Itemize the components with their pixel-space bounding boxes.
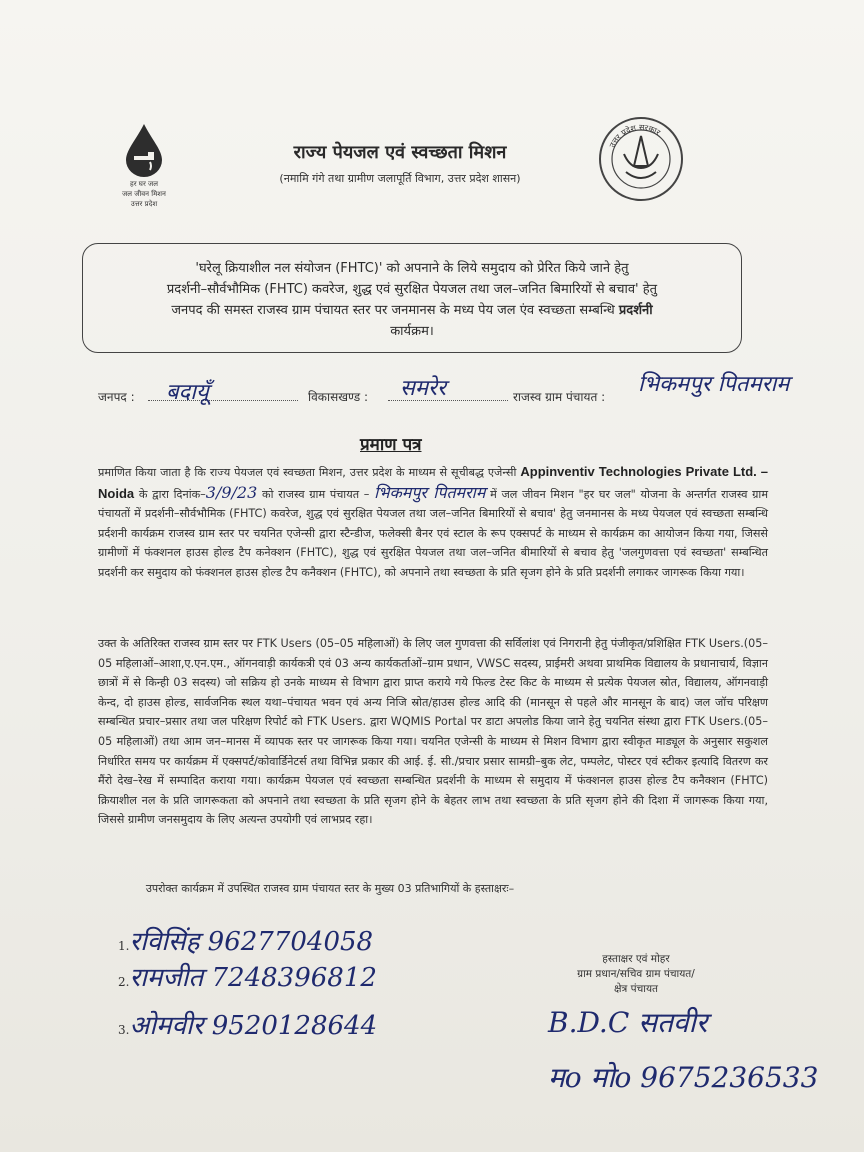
box-line-1: 'घरेलू क्रियाशील नल संयोजन (FHTC)' को अपनाने के लिये समुदाय को प्रेरित किये जाने हेतु: [195, 261, 629, 276]
panchayat-handwritten: भिकमपुर पितमराम: [374, 482, 486, 502]
box-line-4: कार्यक्रम।: [390, 324, 434, 339]
box-line-2: प्रदर्शनी–सौर्वभौमिक (FHTC) कवरेज, शुद्ध एवं सुरक्षित पेयजल तथा जल–जनित बिमारियों से बचाव' हेतु: [166, 282, 658, 297]
logo-caption-3: उत्तर प्रदेश: [130, 200, 158, 208]
up-government-seal-icon: [596, 114, 686, 204]
signatory-line-2: ग्राम प्रधान/सचिव ग्राम पंचायत/: [577, 968, 695, 980]
participant-3: 3.ओमवीर 9520128644: [118, 1011, 378, 1041]
block-label: विकासखण्ड :: [308, 390, 369, 404]
participant-2: 2.रामजीत 7248396812: [118, 963, 377, 993]
district-value: बदायूँ: [166, 380, 209, 405]
box-line-3: जनपद की समस्त राजस्व ग्राम पंचायत स्तर पर जनमानस के मध्य पेय जल एंव स्वच्छता सम्बन्धि प्रदर्शनी: [171, 303, 653, 318]
paragraph-1: प्रमाणित किया जाता है कि राज्य पेयजल एवं स्वच्छता मिशन, उत्तर प्रदेश के माध्यम से सूचीबद्ध एजेन्सी Appinventiv Technologies Private Ltd. – Noida के द्वारा दिनांक–3/9/23 को राजस्व ग्राम पंचायत – भिकमपुर पितमराम में जल जीवन मिशन "हर घर जल" योजना के अन्तर्गत राजस्व ग्राम पंचायतों में प्रदर्शनी–सौर्वभौमिक (FHTC) कवरेज, शुद्ध एवं सुरक्षित पेयजल तथा जल–जनित बिमारियों से बचाव' हेतु जनमानस के मध्य पेयजल एवं स्वच्छता सम्बन्धि प्रर्दशनी कार्यक्रम राजस्व ग्राम स्तर पर चयनित एजेन्सी द्वारा स्टैन्डीज, फलेक्सी बैनर एवं स्टाल के रूप एक्सपर्ट के माध्यम से कार्यक्रम का आयोजन किया गया, जिससे ग्रामीणों में फंक्शनल हाउस होल्ड टैप कनेक्शन (FHTC), शुद्ध एवं सुरक्षित पेयजल तथा जल–जनित बीमारियों से बचाव हेतु 'जलगुणवत्ता एवं स्वच्छता' सम्बन्धित प्रदर्शनी कर समुदाय को फंक्शनल हाउस होल्ड टैप कनैक्शन (FHTC), को अपनाने तथा स्वच्छता के प्रति सृजग होने के प्रति प्रदर्शनी लगाकर जागरूक किया गया।: [98, 464, 769, 579]
seal-text: उत्तर प्रदेश सरकार: [607, 122, 662, 150]
signatory-line-3: क्षेत्र पंचायत: [613, 983, 659, 995]
signatory-line-1: हस्ताक्षर एवं मोहर: [602, 953, 670, 965]
certificate-title: प्रमाण पत्र: [360, 435, 422, 455]
panchayat-value: भिकमपुर पितमराम: [638, 372, 790, 397]
logo-caption-1: हर घर जल: [130, 180, 158, 188]
mission-subtitle: (नमामि गंगे तथा ग्रामीण जलापूर्ति विभाग, उत्तर प्रदेश शासन): [279, 172, 521, 185]
bdc-signature: B.D.C सतवीर: [548, 1006, 708, 1039]
program-date: 3/9/23: [205, 482, 258, 502]
district-label: जनपद :: [98, 390, 135, 404]
water-drop-icon: [122, 122, 166, 178]
block-value: समरेर: [400, 376, 447, 401]
signatory-block: [556, 952, 716, 997]
har-ghar-jal-logo: [104, 122, 184, 208]
agency-name: Appinventiv Technologies Private Ltd. – Noida: [98, 464, 768, 501]
program-description-box: [82, 243, 742, 353]
signatory-mobile: मo मोo 9675236533: [548, 1061, 819, 1094]
participant-1: 1.रविसिंह 9627704058: [118, 927, 374, 957]
mission-title: राज्य पेयजल एवं स्वच्छता मिशन: [293, 142, 507, 163]
paragraph-2: उक्त के अतिरिक्त राजस्व ग्राम स्तर पर FTK Users (05–05 महिलाओं) के लिए जल गुणवत्ता की सर्विलांश एवं निगरानी हेतु पंजीकृत/प्रशिक्षित FTK Users.(05–05 महिलाओं–आशा,ए.एन.एम., ऑगनवाड़ी कार्यकत्री एवं 03 अन्य कार्यकर्ताओं–ग्राम प्रधान, VWSC सदस्य, प्राईमरी अथवा प्राथमिक विद्यालय के प्रधानाचार्य, विज्ञान छात्रों में से किन्ही 03 सदस्य) जो सक्रिय हो उनके माध्यम से विभाग द्वारा प्राप्त कराये गये फिल्ड टेस्ट किट के माध्यम से प्रत्येक पेयजल स्रोत, विद्यालय, ऑगनवाड़ी केन्द, दो हाउस होल्ड, सार्वजनिक स्थल यथा–पंचायत भवन एवं अन्य निजि स्रोत/हाउस होल्ड आदि की (मानसून से पहले और मानसून के बाद) जल जॉच परिक्षण सम्बन्धित प्रचार–प्रसार तथा जल परिक्षण रिपोर्ट को FTK Users. द्वारा WQMIS Portal पर डाटा अपलोड किया जाने हेतु चयनित संस्था द्वारा FTK Users.(05–05 महिलाओं) तथा आम जन–मानस में व्यापक स्तर पर जागरूक किया गया। चयनित एजेन्सी के माध्यम से मिशन विभाग द्वारा स्वीकृत माड्यूल के अनुसार सकुशल निर्धारित समय पर कार्यक्रम में एक्सपर्ट/कोवार्डिनेटर्स तथा विभिन्न प्रकार की आई. ई. सी./प्रचार प्रसार सामग्री–बुक लेट, पम्पलेट, पोस्टर एवं स्टीकर इत्यादि वितरण कर मैंरो देख–रेख में सम्पादित कराया गया। कार्यक्रम पेयजल एवं स्वच्छता सम्बन्धित प्रदर्शनी के माध्यम से समुदाय में फंक्शनल हाउस होल्ड टैप कनैक्शन (FHTC) क्रियाशील नल के प्रति जागरूकता को अपनाने तथा स्वच्छता के प्रति सृजग होने के बेहतर लाभ तथा स्वच्छता के प्रति सृजग होने की दिशा में जागरूक किया गया, जिससे ग्रामीण जनसमुदाय के लिए अत्यन्त उपयोगी एवं लाभप्रद रहा।: [98, 637, 768, 827]
participants-heading: उपरोक्त कार्यक्रम में उपस्थित राजस्व ग्राम पंचायत स्तर के मुख्य 03 प्रतिभागियों के हस्ताक्षरः–: [145, 882, 515, 895]
panchayat-label: राजस्व ग्राम पंचायत :: [513, 390, 606, 404]
logo-caption-2: जल जीवन मिशन: [122, 190, 166, 198]
location-fields: [98, 372, 838, 428]
